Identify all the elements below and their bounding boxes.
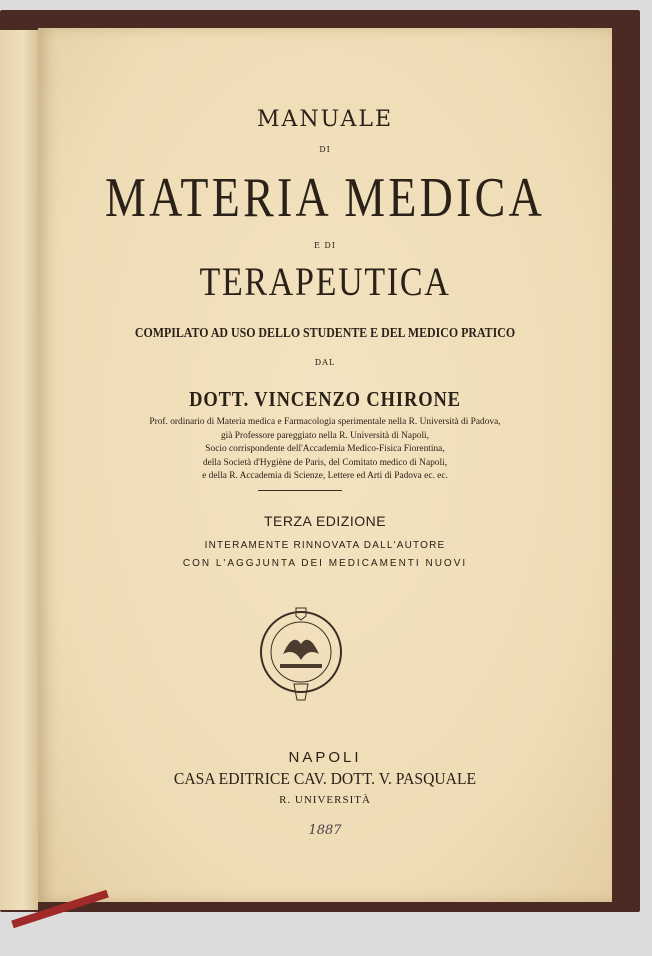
credential-line: Socio corrispondente dell'Accademia Medico-Fisica Fiorentina,: [205, 444, 445, 455]
handwritten-year: 1887: [308, 823, 342, 838]
author-name: DOTT. VINCENZO CHIRONE: [189, 387, 461, 411]
title-line-manuale: MANUALE: [256, 107, 394, 132]
title-di: DI: [319, 145, 331, 154]
publisher-seal-icon: [258, 604, 344, 704]
dal-label: DAL: [314, 358, 336, 367]
subtitle: TERAPEUTICA: [199, 259, 451, 304]
edition-note-1: INTERAMENTE RINNOVATA DALL'AUTORE: [204, 540, 446, 551]
purpose-line: COMPILATO AD USO DELLO STUDENTE E DEL MEDICO PRATICO: [134, 326, 516, 341]
author-credentials: [38, 416, 612, 484]
city: NAPOLI: [288, 749, 362, 766]
credential-line: della Società d'Hygiène de Paris, del Comitato medico di Napoli,: [202, 457, 448, 468]
edition-note-2: CON L'AGGJUNTA DEI MEDICAMENTI NUOVI: [182, 558, 468, 569]
credential-line: Prof. ordinario di Materia medica e Farmacologia sperimentale nella R. Università di Padova,: [149, 417, 501, 427]
university: R. UNIVERSITÀ: [279, 794, 371, 806]
divider-rule: [258, 490, 342, 491]
title-page: [38, 28, 612, 902]
edition: TERZA EDIZIONE: [263, 513, 387, 529]
credential-line: già Professore pareggiato nella R. Università di Napoli,: [220, 430, 430, 441]
main-title: MATERIA MEDICA: [104, 167, 546, 229]
title-e-di: E DI: [314, 241, 336, 250]
previous-page-edge: [0, 30, 38, 910]
credential-line: e della R. Accademia di Scienze, Lettere ed Arti di Padova ec. ec.: [202, 471, 448, 482]
publisher: CASA EDITRICE CAV. DOTT. V. PASQUALE: [173, 769, 477, 788]
